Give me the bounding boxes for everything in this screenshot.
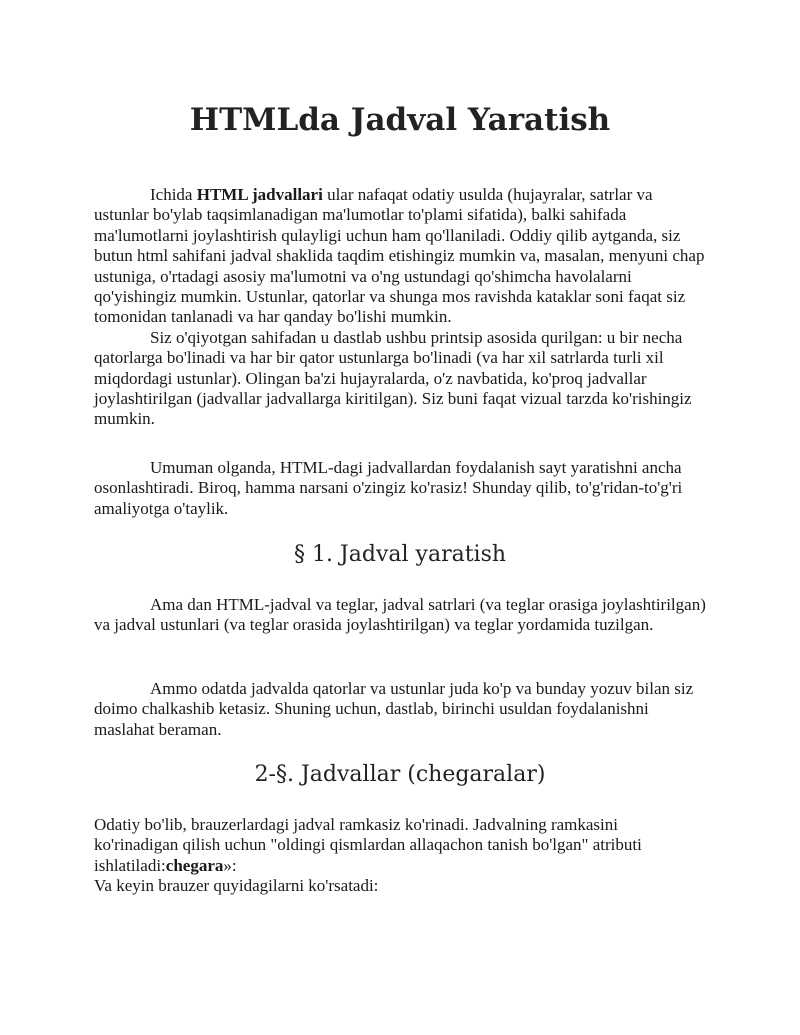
intro-paragraph-2: Siz o'qiyotgan sahifadan u dastlab ushbu printsip asosida qurilgan: u bir necha qatorlarga bo'linadi va har bir qator ustunlarga bo'linadi (va har xil satrlarda turli xil miqdordagi ustunlar). Olingan ba'zi hujayralarda, o'z navbatida, ko'proq jadvallar joylashtirilgan (jadvallar jadvallarga kiritilgan). Siz buni faqat vizual tarzda ko'rishingiz mumkin. — [94, 327, 692, 429]
section-1-paragraph-1: Ama dan HTML-jadval va teglar, jadval satrlari (va teglar orasiga joylashtirilgan) va jadval ustunlari (va teglar orasida joylashtirilgan) va teglar yordamida tuzilgan. — [94, 595, 706, 635]
intro-block-2 — [94, 458, 706, 519]
section-2-paragraph-2: Va keyin brauzer quyidagilarni ko'rsatadi: — [94, 876, 379, 896]
section-2-p1-pre: Odatiy bo'lib, brauzerlardagi jadval ramkasiz ko'rinadi. Jadvalning ramkasini ko'rinadigan qilish uchun "oldingi qismlardan allaqachon tanish bo'lgan" atributi ishlatiladi: — [94, 815, 642, 875]
intro-paragraph-3: Umuman olganda, HTML-dagi jadvallardan foydalanish sayt yaratishni ancha osonlashtiradi. Biroq, hamma narsani o'zingiz ko'rasiz! Shunday qilib, to'g'ridan-to'g'ri amaliyotga o'taylik. — [94, 458, 683, 518]
intro-p1-post: ular nafaqat odatiy usulda (hujayralar, satrlar va ustunlar bo'ylab taqsimlanadigan ma'lumotlar to'plami sifatida), balki sahifada ma'lumotlarni joylashtirish qulayligi uchun ham qo'llaniladi. Oddiy qilib aytganda, siz butun html sahifani jadval shaklida taqdim etishingiz mumkin va, masalan, menyuni chap ustuniga, o'rtadagi asosiy ma'lumotni va o'ng ustundagi qo'shimcha havolalarni qo'yishingiz mumkin. Ustunlar, qatorlar va shunga mos ravishda kataklar soni faqat siz tomonidan tanlanadi va har qanday bo'lishi mumkin. — [94, 185, 705, 327]
section-1-block-2 — [94, 679, 706, 740]
intro-block — [94, 185, 706, 430]
section-1-paragraph-2: Ammo odatda jadvalda qatorlar va ustunlar juda ko'p va bunday yozuv bilan siz doimo chalkashib ketasiz. Shuning uchun, dastlab, birinchi usuldan foydalanishni maslahat beraman. — [94, 679, 694, 739]
intro-p1-bold: HTML jadvallari — [196, 185, 323, 204]
section-2-heading: 2-§. Jadvallar (chegaralar) — [254, 762, 546, 787]
section-2-p1-bold: chegara — [165, 855, 224, 875]
section-2-p1-post: »: — [223, 855, 237, 875]
page-title: HTMLda Jadval Yaratish — [189, 102, 611, 138]
intro-p1-pre: Ichida — [150, 185, 197, 204]
section-1-block-1 — [94, 595, 706, 636]
section-2-block — [94, 815, 706, 897]
intro-paragraph-1 — [94, 185, 706, 328]
section-2-paragraph-1 — [94, 815, 706, 876]
section-1-heading: § 1. Jadval yaratish — [293, 542, 507, 567]
